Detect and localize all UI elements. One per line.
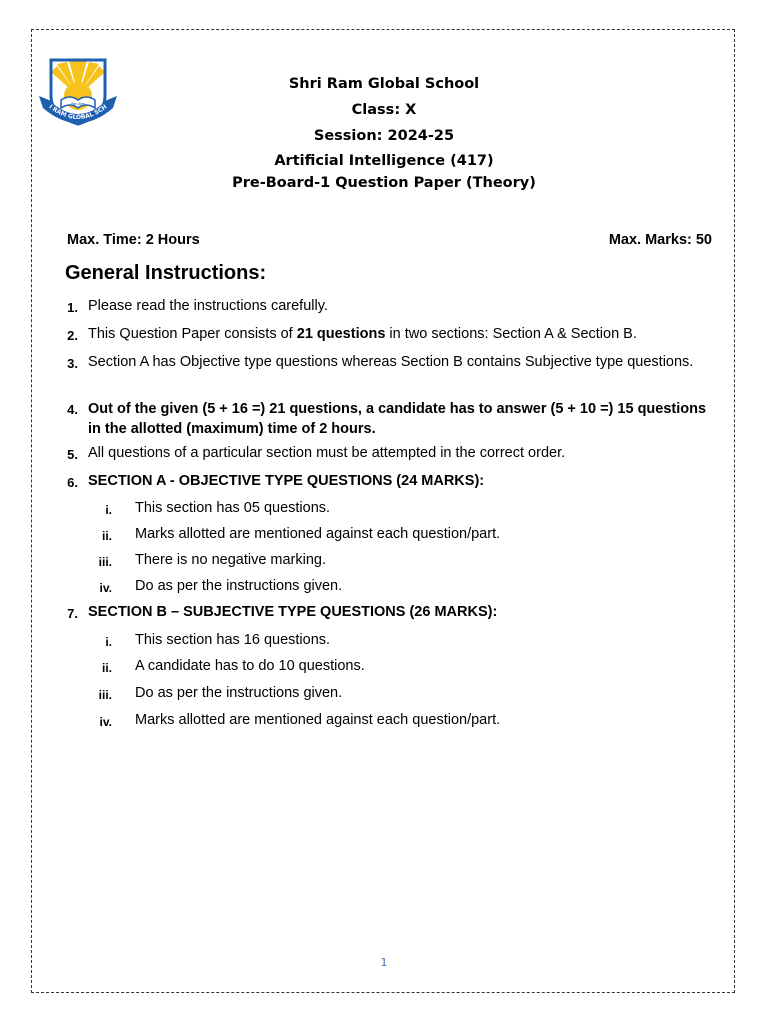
sub-item-number: i.	[105, 635, 112, 649]
sub-item-text: This section has 16 questions.	[135, 632, 331, 648]
sub-item-text: Marks allotted are mentioned against each question/part.	[135, 526, 501, 542]
instruction-text: This Question Paper consists of 21 questions in two sections: Section A & Section B.	[88, 326, 637, 342]
sub-item-number: iii.	[98, 688, 112, 702]
instruction-text: SECTION A - OBJECTIVE TYPE QUESTIONS (24 MARKS):	[88, 473, 485, 489]
paper-title: Pre-Board-1 Question Paper (Theory)	[232, 175, 536, 191]
logo-banner-text: I RAM GLOBAL SCH	[47, 103, 109, 122]
instruction-number: 1.	[67, 300, 78, 315]
sub-item-text: Do as per the instructions given.	[135, 685, 343, 701]
sub-item-text: This section has 05 questions.	[135, 500, 331, 516]
school-logo	[37, 56, 119, 132]
sub-item-number: iv.	[99, 581, 112, 595]
max-time: Max. Time: 2 Hours	[67, 232, 200, 248]
instruction-number: 7.	[67, 606, 78, 621]
sub-item-text: Do as per the instructions given.	[135, 578, 343, 594]
instruction-number: 3.	[67, 356, 78, 371]
instruction-number: 2.	[67, 328, 78, 343]
sub-item-text: There is no negative marking.	[135, 552, 327, 568]
session-label: Session: 2024-25	[313, 128, 455, 144]
instruction-text: Please read the instructions carefully.	[88, 298, 328, 314]
sub-item-number: iv.	[99, 715, 112, 729]
page-number: 1	[380, 956, 388, 969]
sub-item-text: Marks allotted are mentioned against each question/part.	[135, 712, 501, 728]
instruction-number: 4.	[67, 402, 78, 417]
school-name: Shri Ram Global School	[288, 76, 480, 92]
instruction-text: Section A has Objective type questions whereas Section B contains Subjective type questions.	[88, 354, 694, 370]
class-label: Class: X	[351, 102, 417, 118]
instruction-text: Out of the given (5 + 16 =) 21 questions, a candidate has to answer (5 + 10 =) 15 questions in the allotted (maximum) time of 2 hours.	[88, 401, 707, 437]
instruction-text: All questions of a particular section must be attempted in the correct order.	[88, 445, 566, 461]
sub-item-number: ii.	[101, 661, 112, 675]
subject-label: Artificial Intelligence (417)	[274, 153, 494, 169]
sub-item-number: iii.	[98, 555, 112, 569]
instruction-number: 5.	[67, 447, 78, 462]
max-marks: Max. Marks: 50	[608, 232, 712, 248]
sub-item-text: A candidate has to do 10 questions.	[135, 658, 365, 674]
general-instructions-title: General Instructions:	[65, 262, 267, 284]
instruction-text: SECTION B – SUBJECTIVE TYPE QUESTIONS (26 MARKS):	[88, 604, 498, 620]
instruction-number: 6.	[67, 475, 78, 490]
sub-item-number: ii.	[101, 529, 112, 543]
sub-item-number: i.	[105, 503, 112, 517]
logo-book-text: विद्या अमृतम	[71, 102, 85, 106]
